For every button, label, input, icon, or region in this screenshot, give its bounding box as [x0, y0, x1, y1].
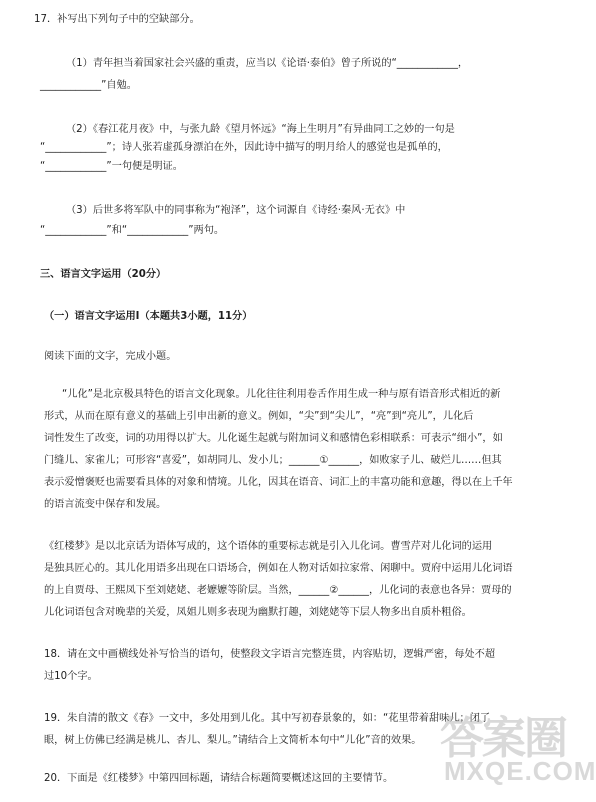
q18-line: 过10个字。: [44, 671, 98, 682]
watermark-logo: 答案圈: [440, 714, 566, 763]
q17-p3-line1: （3）后世多将军队中的同事称为“袍泽”，这个词源自《诗经·秦风·无衣》中: [66, 205, 406, 216]
passage-p1-line: 词性发生了改变，词的功用得以扩大。儿化诞生起就与附加词义和感情色彩相联系：可表示“细小”，如: [44, 433, 503, 444]
q17-p1-line2: ____________”自勉。: [40, 80, 137, 91]
passage-p2-line: 《红楼梦》是以北京话为语体写成的，这个语体的重要标志就是引入儿化词。曹雪芹对儿化词的运用: [44, 541, 493, 552]
q17-p3-line2: “____________”和“____________”两句。: [40, 225, 225, 236]
passage-p1-line: “儿化”是北京极具特色的语言文化现象。儿化往往利用卷舌作用生成一种与原有语音形式相近的新: [62, 389, 501, 400]
q17-p2-line3: “____________”一句便是明证。: [40, 161, 183, 172]
q19-line: 19．朱自清的散文《春》一文中，多处用到儿化。其中写初春景象的，如：“花里带着甜味儿；闭了: [44, 713, 491, 724]
watermark-url: MXQE.COM: [444, 756, 596, 786]
q17-p2-line1: （2）《春江花月夜》中，与张九龄《望月怀远》“海上生明月”有异曲同工之妙的一句是: [66, 124, 455, 135]
q17-p2-line2: “____________”；诗人张若虚孤身漂泊在外，因此诗中描写的明月给人的感觉也是孤单的，: [40, 142, 448, 153]
passage-p1-line: 门缝儿、家雀儿；可形容“喜爱”，如胡同儿、发小儿；______①______，如败家子儿、破烂儿……但其: [44, 455, 502, 466]
passage-p2-line: 儿化词语包含对晚辈的关爱，凤姐儿则多表现为幽默打趣，刘姥姥等下层人物多出自质朴粗俗。: [44, 607, 472, 618]
q17-title: 17．补写出下列句子中的空缺部分。: [34, 14, 200, 25]
section3-intro: 阅读下面的文字，完成小题。: [44, 351, 177, 362]
section3-heading: 三、语言文字运用（20分）: [40, 269, 167, 280]
q17-p1-line1: （1）青年担当着国家社会兴盛的重责，应当以《论语·泰伯》曾子所说的“____________，: [66, 58, 469, 69]
q18-line: 18．请在文中画横线处补写恰当的语句，使整段文字语言完整连贯，内容贴切，逻辑严密，每处不超: [44, 649, 496, 660]
q19-line: 眼，树上仿佛已经满是桃儿、杏儿、梨儿。”请结合上文简析本句中“儿化”音的效果。: [44, 735, 422, 746]
passage-p2-line: 的上自贾母、王熙凤下至刘姥姥、老嬷嬷等阶层。当然，______②______，儿化词的表意也各异：贾母的: [44, 585, 512, 596]
passage-p1-line: 的语言流变中保存和发展。: [44, 499, 167, 510]
q20-line: 20．下面是《红楼梦》中第四回标题，请结合标题简要概述这回的主要情节。: [44, 773, 394, 784]
passage-p1-line: 形式，从而在原有意义的基础上引申出新的意义。例如，“尖”到“尖儿”，“亮”到“亮儿”，儿化后: [44, 411, 474, 422]
passage-p1-line: 表示爱憎褒贬也需要看具体的对象和情境。儿化，因其在语音、词汇上的丰富功能和意趣，得以在上千年: [44, 477, 513, 488]
section3-subheading: （一）语言文字运用Ⅰ（本题共3小题，11分）: [44, 311, 253, 322]
passage-p2-line: 是独具匠心的。其儿化用语多出现在口语场合，例如在人物对话如拉家常、闲聊中。贾府中运用儿化词语: [44, 563, 513, 574]
